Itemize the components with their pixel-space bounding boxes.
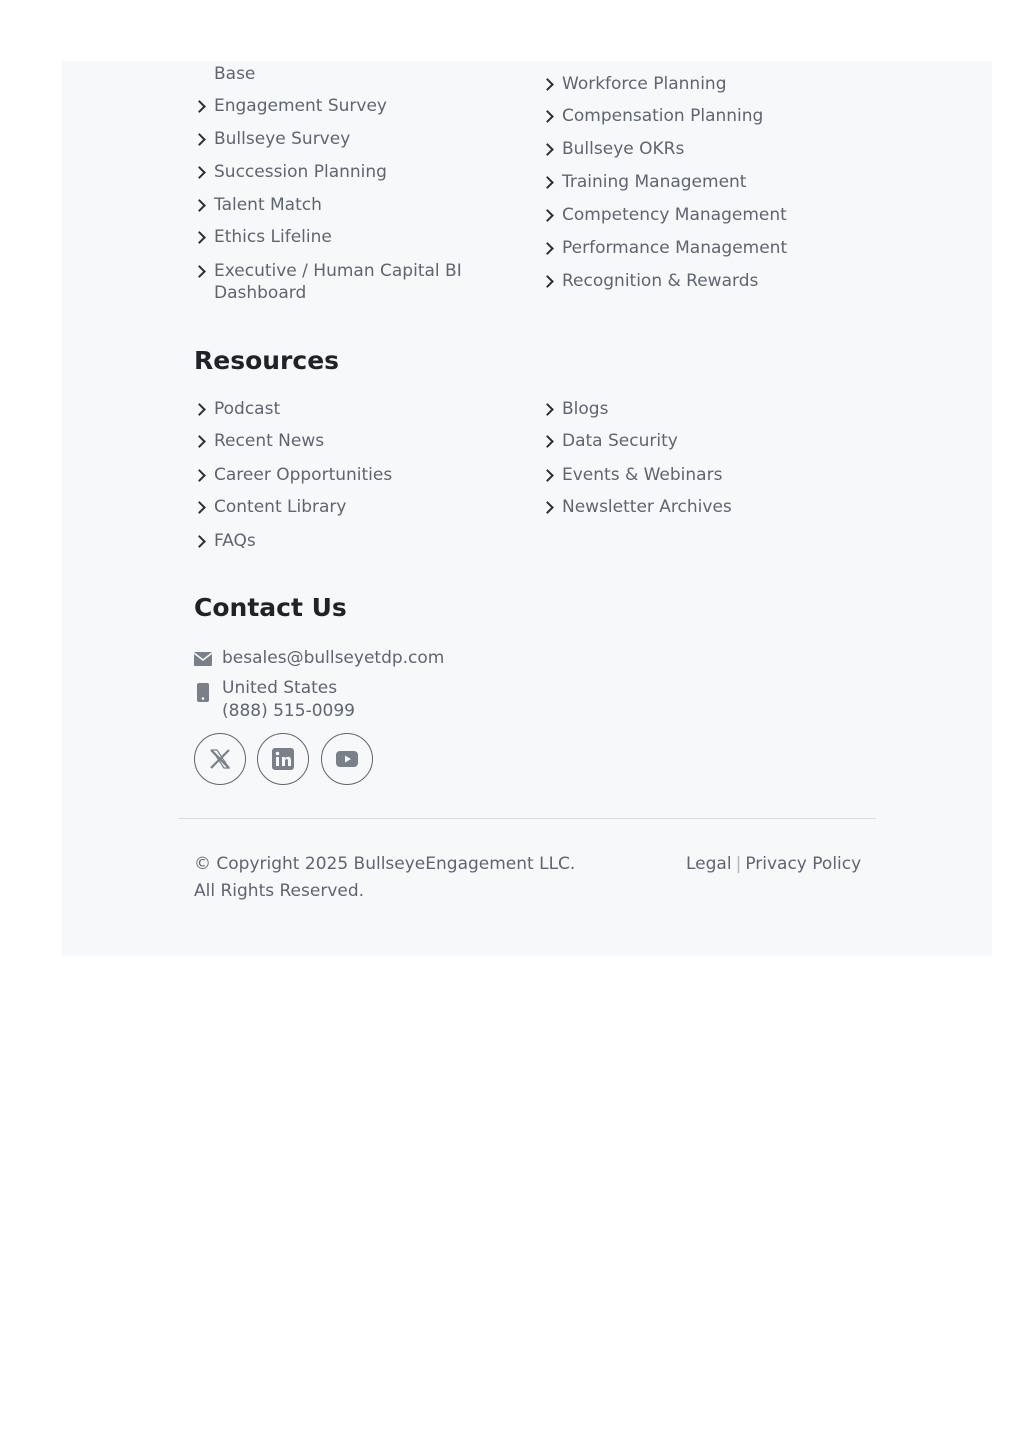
link-succession-planning[interactable] [194,161,387,183]
link-label: Base [214,64,256,84]
link-workforce-planning[interactable] [542,73,727,95]
contact-email-row[interactable] [194,647,494,671]
link-label: Content Library [214,497,347,517]
chevron-right-icon [541,501,554,514]
link-label: Succession Planning [214,162,387,182]
link-content-library[interactable] [194,496,346,518]
legal-links [686,851,861,878]
link-events-webinars[interactable] [542,464,722,486]
mobile-phone-icon [197,683,209,702]
link-label: Ethics Lifeline [214,227,332,247]
link-training-management[interactable] [542,171,746,193]
chevron-right-icon [541,275,554,288]
link-bullseye-survey[interactable] [194,128,350,150]
contact-phone-row [194,677,494,725]
contact-email[interactable]: besales@bullseyetdp.com [222,648,445,668]
legal-link[interactable]: Legal [686,854,732,874]
link-knowledge-base-partial[interactable] [194,63,255,85]
link-ethics-lifeline[interactable] [194,226,332,248]
contact-country: United States [222,678,338,698]
link-label-line1: Executive / Human Capital BI [214,261,462,281]
link-engagement-survey[interactable] [194,95,387,117]
link-newsletter-archives[interactable] [542,496,732,518]
chevron-right-icon [541,176,554,189]
chevron-right-icon [193,403,206,416]
envelope-icon [194,652,212,666]
link-label: Engagement Survey [214,96,387,116]
chevron-right-icon [193,501,206,514]
footer-panel [62,61,992,956]
chevron-right-icon [193,535,206,548]
youtube-icon [336,751,358,767]
link-label: Data Security [562,431,678,451]
link-label: Compensation Planning [562,106,764,126]
chevron-right-icon [193,469,206,482]
linkedin-icon [272,748,294,770]
link-talent-match[interactable] [194,194,322,216]
link-label: Recognition & Rewards [562,271,759,291]
solutions-left-list [194,61,514,311]
link-label: Events & Webinars [562,465,723,485]
link-label: Workforce Planning [562,74,727,94]
link-compensation-planning[interactable] [542,105,763,127]
link-label: Bullseye Survey [214,129,351,149]
contact-phone[interactable]: (888) 515-0099 [222,701,355,721]
chevron-right-icon [193,231,206,244]
link-faqs[interactable] [194,530,256,552]
chevron-right-icon [193,133,206,146]
link-label: Bullseye OKRs [562,139,685,159]
link-executive-dashboard[interactable] [194,260,462,304]
chevron-right-icon [193,199,206,212]
link-label-line2: Dashboard [214,283,307,303]
contact-heading: Contact Us [194,593,347,622]
chevron-right-icon [193,265,206,278]
link-blogs[interactable] [542,398,608,420]
chevron-right-icon [541,143,554,156]
chevron-right-icon [541,469,554,482]
footer-divider [178,818,876,819]
link-bullseye-okrs[interactable] [542,138,684,160]
social-linkedin-button[interactable] [257,733,309,785]
link-competency-management[interactable] [542,204,787,226]
link-label: Blogs [562,399,609,419]
link-recent-news[interactable] [194,430,324,452]
link-label: Recent News [214,431,325,451]
link-label: Newsletter Archives [562,497,732,517]
link-label: Career Opportunities [214,465,393,485]
resources-right-list [542,398,872,528]
copyright-line1: © Copyright 2025 BullseyeEngagement LLC. [194,854,576,874]
link-data-security[interactable] [542,430,678,452]
resources-left-list [194,398,514,558]
chevron-right-icon [541,403,554,416]
copyright-line2: All Rights Reserved. [194,881,365,901]
chevron-right-icon [541,110,554,123]
link-label: FAQs [214,531,256,551]
link-label: Training Management [562,172,747,192]
chevron-right-icon [541,242,554,255]
chevron-right-icon [193,100,206,113]
link-label: Performance Management [562,238,788,258]
copyright [194,851,575,905]
resources-heading: Resources [194,346,340,375]
social-youtube-button[interactable] [321,733,373,785]
solutions-right-list [542,61,872,301]
chevron-right-icon [541,209,554,222]
x-twitter-icon [209,748,231,770]
link-label: Podcast [214,399,281,419]
chevron-right-icon [541,435,554,448]
privacy-policy-link[interactable]: Privacy Policy [745,854,862,874]
link-career-opportunities[interactable] [194,464,392,486]
link-podcast[interactable] [194,398,280,420]
chevron-right-icon [541,78,554,91]
link-performance-management[interactable] [542,237,787,259]
social-x-button[interactable] [194,733,246,785]
link-label: Competency Management [562,205,787,225]
chevron-right-icon [193,435,206,448]
link-separator: | [735,854,742,874]
link-label: Talent Match [214,195,322,215]
chevron-right-icon [193,166,206,179]
link-recognition-rewards[interactable] [542,270,758,292]
